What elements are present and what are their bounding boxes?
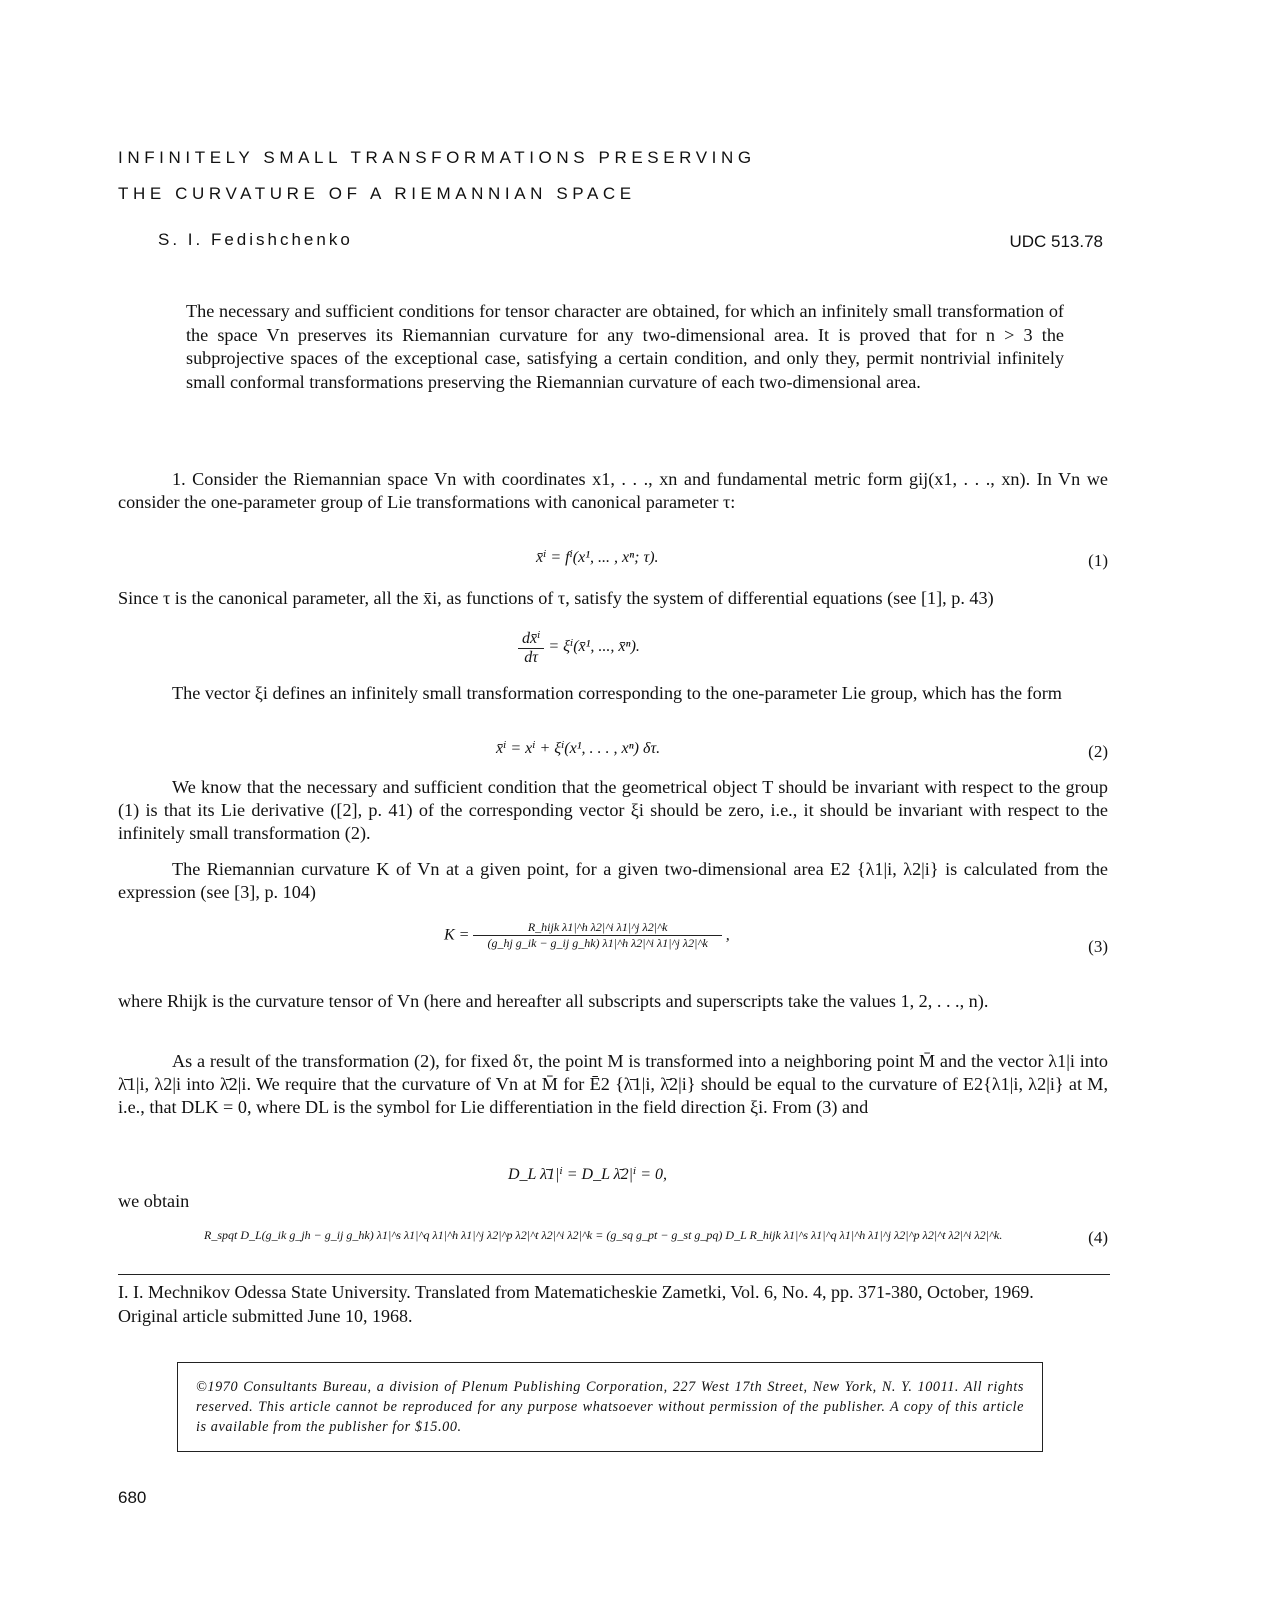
paragraph-2: Since τ is the canonical parameter, all the x̄i, as functions of τ, satisfy the system of differential equations (see [1], p. 43)	[118, 588, 994, 608]
paragraph-8: we obtain	[118, 1191, 190, 1211]
paragraph-6: where Rhijk is the curvature tensor of Vn (here and hereafter all subscripts and superscripts take the values 1, 2, . . ., n).	[118, 991, 989, 1011]
derivative-denominator: dτ	[524, 649, 539, 666]
equation-3-numerator: R_hijk λ1|^h λ2|^i λ1|^j λ2|^k	[473, 920, 721, 936]
equation-3: K = $\frac{\text{R\_hijk λ1|\textasciicircum{}h λ2|\textasciicircum{}i λ1|\textasciicircum{}j λ2|\textasciicircum{}k}}{\text{(g\_hj g\_ik − g\_ij g\_hk) λ1|\textasciicircum{}h λ2|\textasciicircum{}i λ1|\textasciicircum{}j λ2|\textasciicircum{}k}}$ ,	[444, 920, 730, 950]
udc-code: UDC 513.78	[1009, 232, 1103, 251]
title-line-1: INFINITELY SMALL TRANSFORMATIONS PRESERVING	[118, 148, 756, 167]
title-line-2: THE CURVATURE OF A RIEMANNIAN SPACE	[118, 184, 636, 203]
equation-1-number: (1)	[1088, 551, 1108, 570]
equation-3-fraction	[473, 920, 721, 951]
abstract: The necessary and sufficient conditions for tensor character are obtained, for which an infinitely small transformation of the space Vn preserves its Riemannian curvature for any two-dimensional area. It is proved that for n > 3 the subprojective spaces of the exceptional case, satisfying a certain condition, and only they, permit nontrivial infinitely small conformal transformations preserving the Riemannian curvature of each two-dimensional area.	[186, 301, 1064, 392]
copyright-box	[177, 1362, 1043, 1452]
equation-3-number: (3)	[1088, 937, 1108, 956]
equation-2-number: (2)	[1088, 742, 1108, 761]
author: S. I. Fedishchenko	[158, 230, 353, 249]
equation-3-denominator: (g_hj g_ik − g_ij g_hk) λ1|^h λ2|^i λ1|^j λ2|^k	[487, 936, 708, 950]
footnote-divider	[118, 1274, 1110, 1275]
equation-differential	[518, 628, 640, 667]
paragraph-4: We know that the necessary and sufficient condition that the geometrical object T should be invariant with respect to the group (1) is that its Lie derivative ([2], p. 41) of the corresponding vector ξi should be zero, i.e., it should be invariant with respect to the infinitely small transformation (2).	[118, 777, 1108, 844]
paragraph-3: The vector ξi defines an infinitely small transformation corresponding to the one-parameter Lie group, which has the form	[172, 683, 1062, 703]
equation-lie-derivative: D_L λ̄1|ⁱ = D_L λ̄2|ⁱ = 0,	[508, 1166, 668, 1183]
copyright-text: ©1970 Consultants Bureau, a division of Plenum Publishing Corporation, 227 West 17th Street, New York, N. Y. 10011. All rights reserved. This article cannot be reproduced for any purpose whatsoever without permission of the publisher. A copy of this article is available from the publisher for $15.00.	[196, 1379, 1024, 1435]
footnote: I. I. Mechnikov Odessa State University. Translated from Matematicheskie Zametki, Vol. 6, No. 4, pp. 371-380, October, 1969. Original article submitted June 10, 1968.	[118, 1282, 1034, 1326]
derivative-rhs: = ξⁱ(x̄¹, ..., x̄ⁿ).	[548, 638, 640, 656]
equation-4-number: (4)	[1088, 1228, 1108, 1247]
equation-3-lhs: K =	[444, 926, 470, 944]
equation-1: x̄ⁱ = fⁱ(x¹, ... , xⁿ; τ).	[536, 549, 659, 566]
equation-2: x̄ⁱ = xⁱ + ξⁱ(x¹, . . . , xⁿ) δτ.	[496, 740, 661, 757]
paragraph-1: 1. Consider the Riemannian space Vn with coordinates x1, . . ., xn and fundamental metric form gij(x1, . . ., xn). In Vn we consider the one-parameter group of Lie transformations with canonical parameter τ:	[118, 469, 1108, 513]
paragraph-7: As a result of the transformation (2), for fixed δτ, the point M is transformed into a neighboring point M̄ and the vector λ1|i into λ̄1|i, λ2|i into λ̄2|i. We require that the curvature of Vn at M̄ for Ē2 {λ̄1|i, λ̄2|i} should be equal to the curvature of E2{λ1|i, λ2|i} at M, i.e., that DLK = 0, where DL is the symbol for Lie differentiation in the field direction ξi. From (3) and	[118, 1051, 1108, 1118]
page-number: 680	[118, 1488, 147, 1507]
paragraph-5: The Riemannian curvature K of Vn at a given point, for a given two-dimensional area E2 {λ1|i, λ2|i} is calculated from the expression (see [3], p. 104)	[118, 859, 1108, 903]
derivative-fraction	[518, 628, 544, 667]
derivative-numerator: dx̄ⁱ	[518, 628, 544, 649]
equation-4: R_spqt D_L(g_ik g_jh − g_ij g_hk) λ1|^s λ1|^q λ1|^h λ1|^j λ2|^p λ2|^t λ2|^i λ2|^k = (g_sq g_pt − g_st g_pq) D_L R_hijk λ1|^s λ1|^q λ1|^h λ1|^j λ2|^p λ2|^t λ2|^i λ2|^k.	[204, 1228, 1003, 1242]
